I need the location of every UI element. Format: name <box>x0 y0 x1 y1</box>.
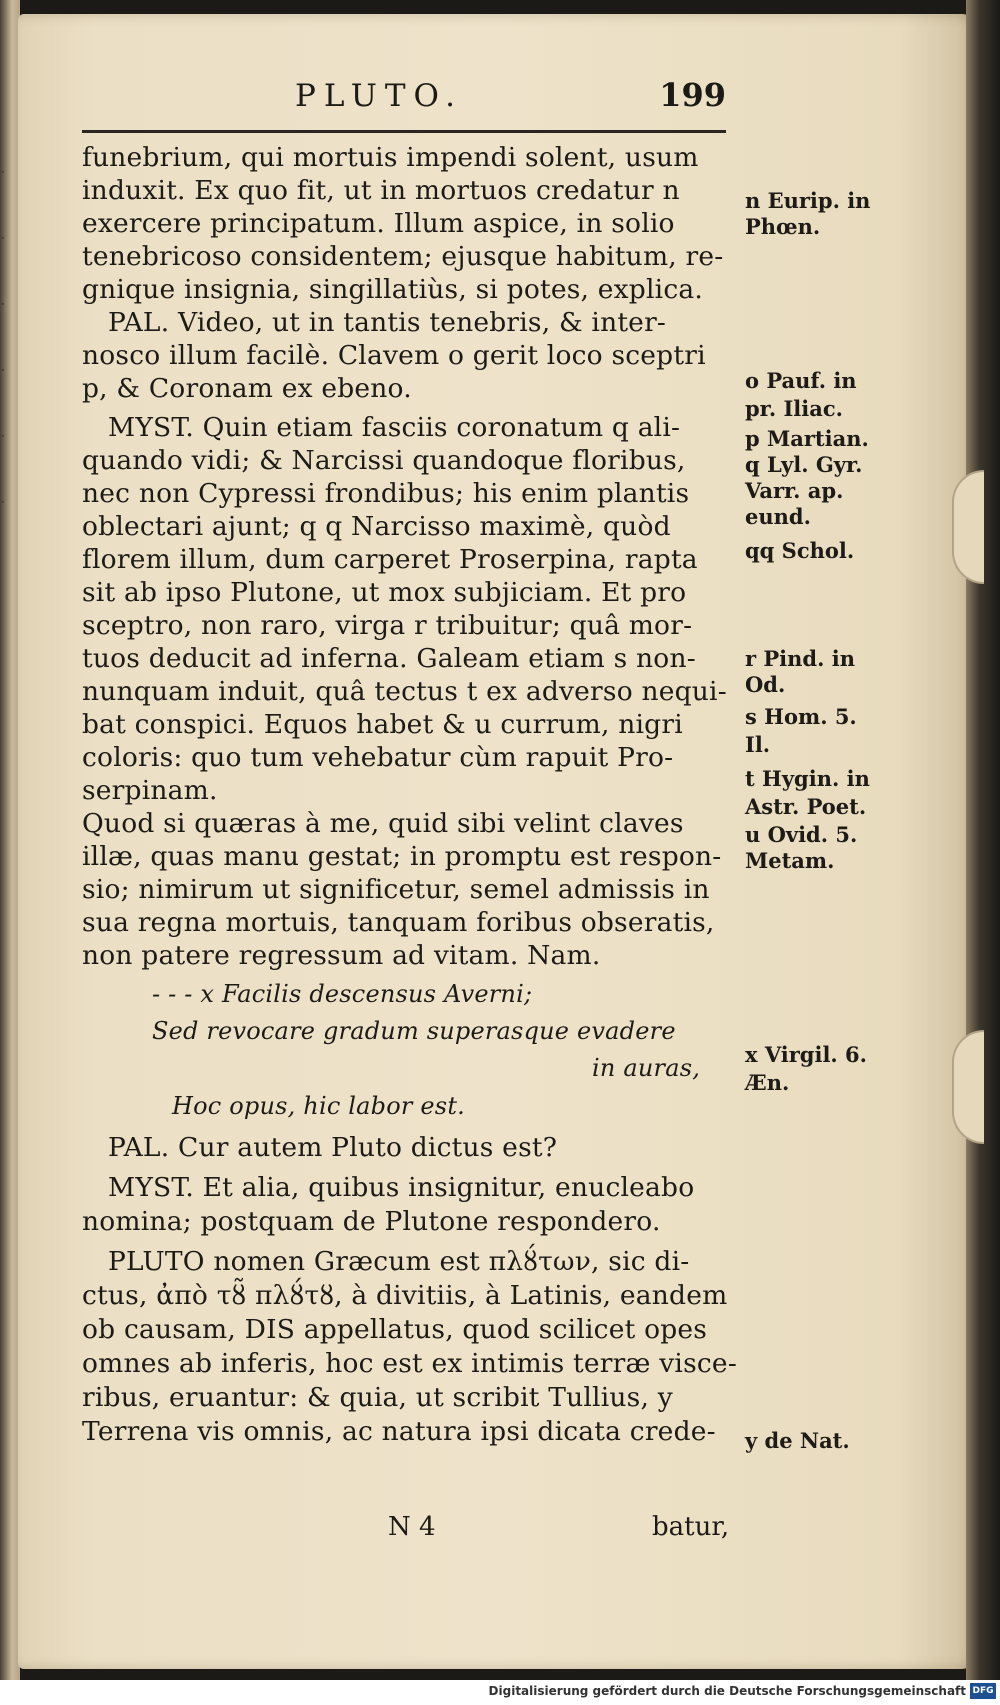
margin-note: qq Schol. <box>745 538 855 563</box>
text-line: florem illum, dum carperet Proserpina, rapta <box>82 544 698 575</box>
margin-note: pr. Iliac. <box>745 396 843 421</box>
page-header <box>80 78 726 118</box>
text-line: coloris: quo tum vehebatur cùm rapuit Pro- <box>82 742 674 773</box>
margin-note: Od. <box>745 672 786 697</box>
margin-note: r Pind. in <box>745 646 855 671</box>
binding-shadow <box>966 0 1000 1680</box>
page-clip-upper <box>952 470 984 584</box>
text-line: nomina; postquam de Plutone respondero. <box>82 1206 661 1237</box>
text-line: induxit. Ex quo fit, ut in mortuos credatur n <box>82 175 680 206</box>
margin-note: Æn. <box>745 1070 790 1095</box>
text-line: oblectari ajunt; q q Narcisso maximè, quòd <box>82 511 671 542</box>
text-line: exercere principatum. Illum aspice, in solio <box>82 208 675 239</box>
verse-line: - - - x Facilis descensus Averni; <box>152 980 533 1008</box>
text-line: ribus, eruantur: & quia, ut scribit Tullius, y <box>82 1382 673 1413</box>
text-line: Terrena vis omnis, ac natura ipsi dicata crede- <box>82 1416 716 1447</box>
margin-note: Il. <box>745 732 771 757</box>
margin-note: u Ovid. 5. <box>745 822 858 847</box>
running-title: PLUTO. <box>295 78 464 114</box>
text-line: PAL. Video, ut in tantis tenebris, & inter- <box>108 307 667 338</box>
facing-page-fragments: · · · · · · <box>0 162 6 513</box>
margin-note: q Lyl. Gyr. <box>745 452 863 477</box>
text-line: p, & Coronam ex ebeno. <box>82 373 412 404</box>
text-line: gnique insignia, singillatiùs, si potes, explica. <box>82 274 703 305</box>
text-line: ctus, ἀπὸ τȣ̃ πλȣ́τȣ, à divitiis, à Latinis, eandem <box>82 1280 728 1311</box>
margin-note: x Virgil. 6. <box>745 1042 867 1067</box>
digitization-footer <box>0 1680 1000 1705</box>
text-line: bat conspici. Equos habet & u currum, nigri <box>82 709 683 740</box>
text-line: nec non Cypressi frondibus; his enim plantis <box>82 478 690 509</box>
margin-note: eund. <box>745 504 811 529</box>
catchword: batur, <box>652 1512 730 1542</box>
text-line: ob causam, DIS appellatus, quod scilicet opes <box>82 1314 708 1345</box>
text-line: non patere regressum ad vitam. Nam. <box>82 940 601 971</box>
text-line: PLUTO nomen Græcum est πλȣ́των, sic di- <box>108 1246 690 1277</box>
margin-note: p Martian. <box>745 426 869 451</box>
margin-note: Phœn. <box>745 214 821 239</box>
text-line: funebrium, qui mortuis impendi solent, usum <box>82 142 699 173</box>
margin-note: n Eurip. in <box>745 188 871 213</box>
text-line: MYST. Quin etiam fasciis coronatum q ali- <box>108 412 681 443</box>
margin-note: Astr. Poet. <box>745 794 867 819</box>
text-line: MYST. Et alia, quibus insignitur, enucleabo <box>108 1172 695 1203</box>
text-line: sua regna mortuis, tanquam foribus obseratis, <box>82 907 715 938</box>
margin-note: y de Nat. <box>745 1428 850 1453</box>
margin-note: t Hygin. in <box>745 766 870 791</box>
page-number: 199 <box>659 76 726 114</box>
text-line: nunquam induit, quâ tectus t ex adverso nequi- <box>82 676 727 707</box>
page-clip-lower <box>952 1030 984 1144</box>
text-line: tenebricoso considentem; ejusque habitum, re- <box>82 241 724 272</box>
dfg-logo: DFG <box>970 1683 996 1699</box>
verse-line: Sed revocare gradum superasque evadere <box>152 1017 676 1045</box>
text-line: illæ, quas manu gestat; in promptu est respon- <box>82 841 722 872</box>
header-rule <box>82 130 726 133</box>
text-line: omnes ab inferis, hoc est ex intimis terræ visce- <box>82 1348 737 1379</box>
margin-note: Varr. ap. <box>745 478 844 503</box>
text-line: PAL. Cur autem Pluto dictus est? <box>108 1132 558 1163</box>
text-line: Quod si quæras à me, quid sibi velint claves <box>82 808 684 839</box>
text-line: sceptro, non raro, virga r tribuitur; quâ mor- <box>82 610 693 641</box>
digitization-credit: Digitalisierung gefördert durch die Deutsche Forschungsgemeinschaft <box>488 1684 966 1698</box>
signature-mark: N 4 <box>388 1512 436 1542</box>
text-line: quando vidi; & Narcissi quandoque floribus, <box>82 445 686 476</box>
text-line: sit ab ipso Plutone, ut mox subjiciam. Et pro <box>82 577 687 608</box>
margin-note: o Pauf. in <box>745 368 857 393</box>
margin-note: s Hom. 5. <box>745 704 857 729</box>
text-line: sio; nimirum ut significetur, semel admissis in <box>82 874 710 905</box>
verse-line: Hoc opus, hic labor est. <box>172 1092 465 1120</box>
margin-note: Metam. <box>745 848 835 873</box>
verse-line: in auras, <box>592 1054 701 1082</box>
text-line: nosco illum facilè. Clavem o gerit loco sceptri <box>82 340 706 371</box>
text-line: serpinam. <box>82 775 218 806</box>
text-line: tuos deducit ad inferna. Galeam etiam s non- <box>82 643 696 674</box>
